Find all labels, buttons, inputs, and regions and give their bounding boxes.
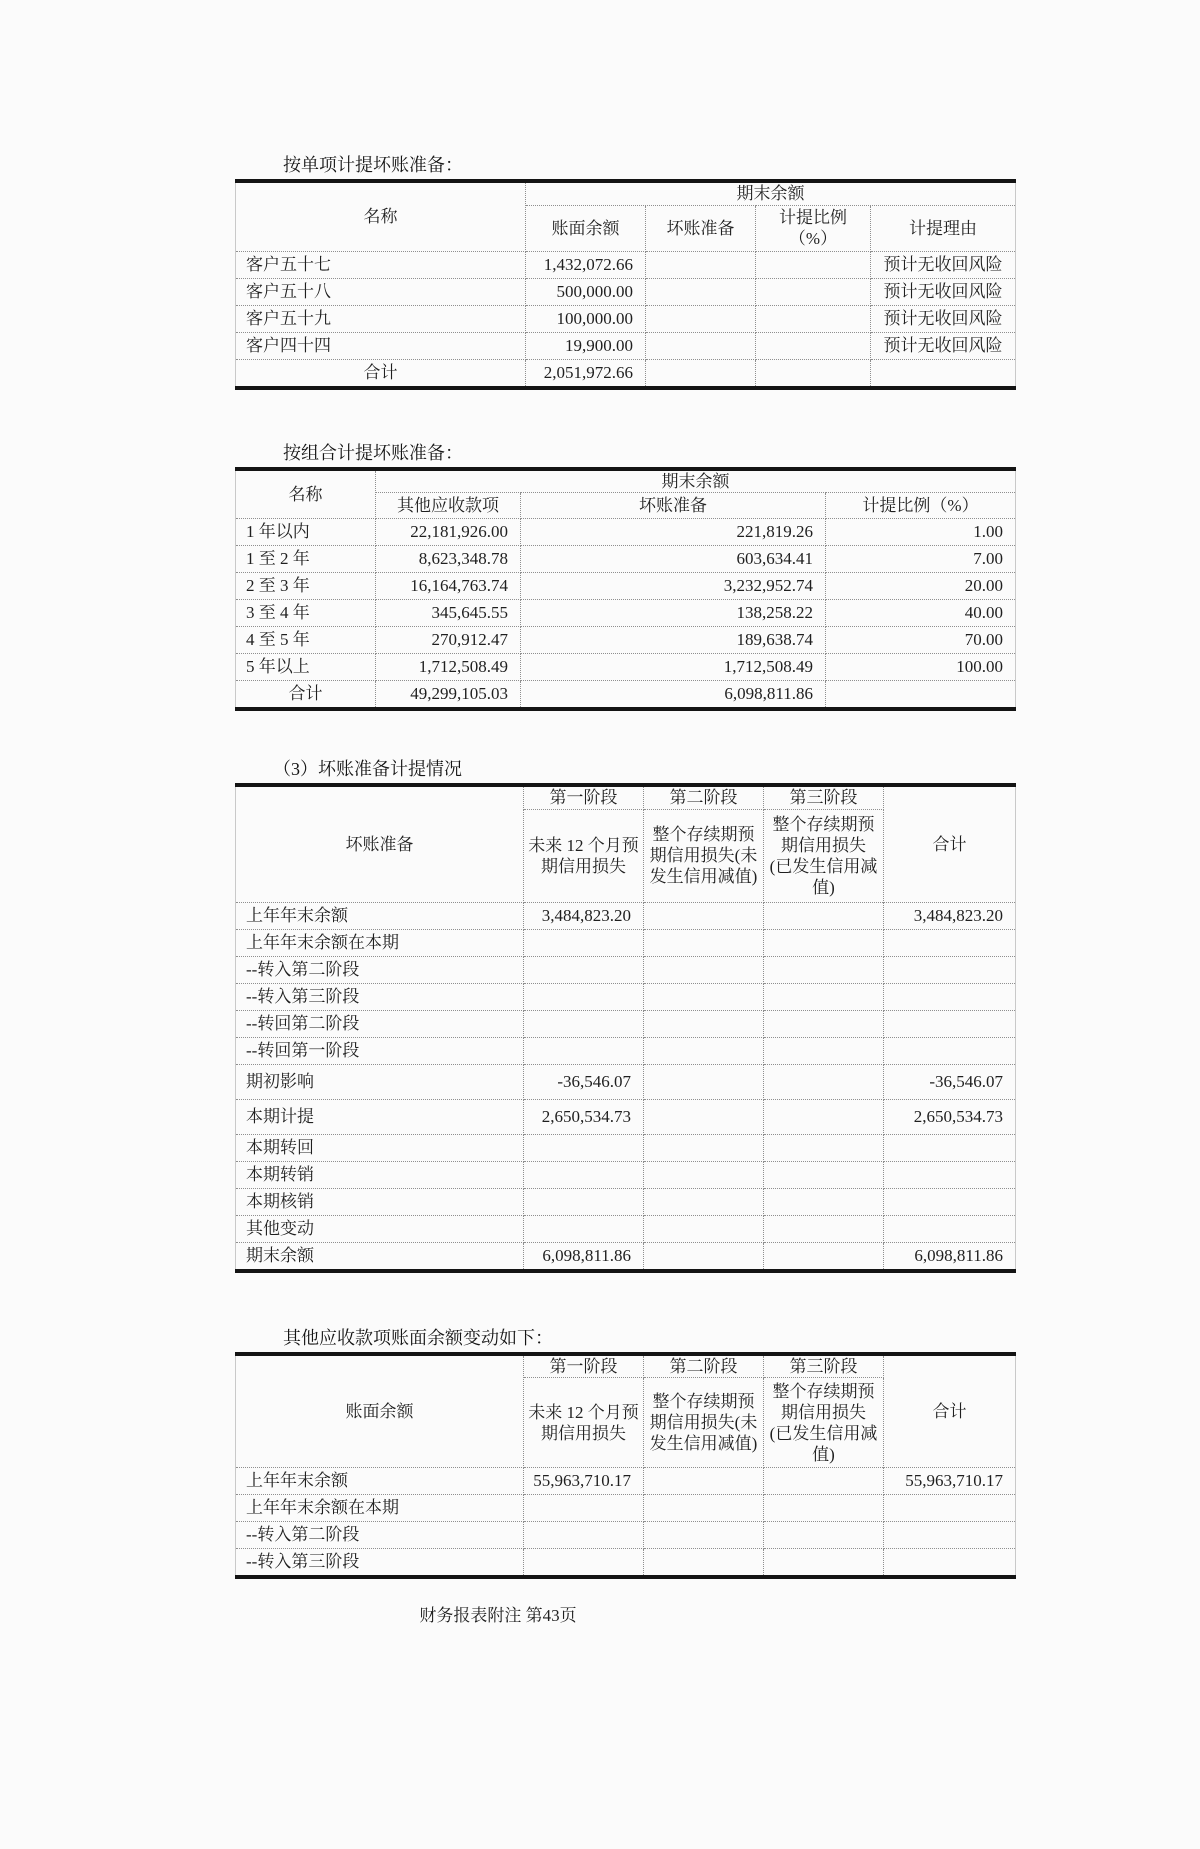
table-cell bbox=[524, 1161, 644, 1188]
col-header-stage1-desc: 未来 12 个月预期信用损失 bbox=[524, 809, 644, 902]
table-cell: 本期计提 bbox=[236, 1099, 524, 1134]
table-cell bbox=[524, 1188, 644, 1215]
table-cell: 上年年末余额在本期 bbox=[236, 929, 524, 956]
table-cell bbox=[764, 902, 884, 929]
table-cell: 期末余额 bbox=[236, 1242, 524, 1271]
table3-title: （3）坏账准备计提情况 bbox=[273, 759, 462, 779]
table-cell: 2,650,534.73 bbox=[884, 1099, 1016, 1134]
table-cell bbox=[756, 359, 871, 388]
col-header-provision-ratio: 计提比例（%） bbox=[826, 493, 1016, 519]
table-cell: 49,299,105.03 bbox=[376, 681, 521, 710]
col-header-stage3: 第三阶段 bbox=[764, 785, 884, 809]
table-cell: 上年年末余额 bbox=[236, 902, 524, 929]
table-cell bbox=[764, 956, 884, 983]
table-cell bbox=[884, 1522, 1016, 1549]
table-cell bbox=[524, 1010, 644, 1037]
table-cell bbox=[756, 332, 871, 359]
table-cell bbox=[764, 983, 884, 1010]
table-cell: 603,634.41 bbox=[521, 546, 826, 573]
table-cell: 客户五十七 bbox=[236, 251, 526, 278]
table-cell bbox=[644, 1010, 764, 1037]
col-header-stage2-desc: 整个存续期预期信用损失(未发生信用减值) bbox=[644, 809, 764, 902]
table-cell: --转入第三阶段 bbox=[236, 983, 524, 1010]
table-row bbox=[236, 681, 1016, 710]
table-row bbox=[236, 546, 1016, 573]
table-cell: -36,546.07 bbox=[524, 1064, 644, 1099]
table-cell: 2 至 3 年 bbox=[236, 573, 376, 600]
table-cell bbox=[646, 332, 756, 359]
col-header-stage1: 第一阶段 bbox=[524, 1354, 644, 1378]
table-row bbox=[236, 627, 1016, 654]
table-row bbox=[236, 1522, 1016, 1549]
table-cell bbox=[764, 1064, 884, 1099]
table-cell: 预计无收回风险 bbox=[871, 332, 1016, 359]
table-cell: --转回第二阶段 bbox=[236, 1010, 524, 1037]
table-row bbox=[236, 1242, 1016, 1271]
table-cell bbox=[884, 983, 1016, 1010]
col-header-stage2: 第二阶段 bbox=[644, 1354, 764, 1378]
table-cell: --转回第一阶段 bbox=[236, 1037, 524, 1064]
table-cell: 1,712,508.49 bbox=[376, 654, 521, 681]
table-cell: 221,819.26 bbox=[521, 519, 826, 546]
table-cell bbox=[524, 1215, 644, 1242]
table-row bbox=[236, 1468, 1016, 1495]
table-header bbox=[236, 785, 1016, 902]
table-cell bbox=[884, 1134, 1016, 1161]
table-body bbox=[236, 251, 1016, 388]
table-row bbox=[236, 1215, 1016, 1242]
table-cell bbox=[764, 1161, 884, 1188]
table-cell bbox=[764, 1468, 884, 1495]
table-cell: 70.00 bbox=[826, 627, 1016, 654]
table-row bbox=[236, 305, 1016, 332]
table-cell bbox=[524, 1522, 644, 1549]
table-cell bbox=[826, 681, 1016, 710]
table-row bbox=[236, 956, 1016, 983]
table-cell bbox=[524, 1495, 644, 1522]
table-cell bbox=[764, 1099, 884, 1134]
table-row bbox=[236, 902, 1016, 929]
table-cell bbox=[524, 956, 644, 983]
table-cell: 6,098,811.86 bbox=[521, 681, 826, 710]
col-header-stage3: 第三阶段 bbox=[764, 1354, 884, 1378]
table-cell bbox=[884, 1495, 1016, 1522]
table-cell: 本期转销 bbox=[236, 1161, 524, 1188]
table-cell bbox=[524, 1549, 644, 1578]
table-cell: 270,912.47 bbox=[376, 627, 521, 654]
table-cell: 6,098,811.86 bbox=[884, 1242, 1016, 1271]
col-header-total: 合计 bbox=[884, 1354, 1016, 1468]
table-cell: 1 至 2 年 bbox=[236, 546, 376, 573]
table-row bbox=[236, 1037, 1016, 1064]
table-cell: 合计 bbox=[236, 359, 526, 388]
table-cell: 8,623,348.78 bbox=[376, 546, 521, 573]
table-row bbox=[236, 573, 1016, 600]
table-cell bbox=[644, 1549, 764, 1578]
table-cell: 3,484,823.20 bbox=[524, 902, 644, 929]
table-cell bbox=[644, 956, 764, 983]
table-cell bbox=[884, 1161, 1016, 1188]
table-book-balance-stages bbox=[235, 1352, 1016, 1580]
table-cell: 189,638.74 bbox=[521, 627, 826, 654]
document-page bbox=[235, 152, 1015, 1579]
table-cell: 客户五十八 bbox=[236, 278, 526, 305]
table-cell bbox=[764, 1522, 884, 1549]
table-row bbox=[236, 359, 1016, 388]
table-cell: 345,645.55 bbox=[376, 600, 521, 627]
table-cell: 2,650,534.73 bbox=[524, 1099, 644, 1134]
table-cell: 上年年末余额在本期 bbox=[236, 1495, 524, 1522]
table-cell bbox=[644, 1134, 764, 1161]
table-cell: 500,000.00 bbox=[526, 278, 646, 305]
table-individual-provision bbox=[235, 179, 1016, 390]
table-row bbox=[236, 983, 1016, 1010]
table-cell: 客户五十九 bbox=[236, 305, 526, 332]
table-cell: 100,000.00 bbox=[526, 305, 646, 332]
table-cell: --转入第二阶段 bbox=[236, 1522, 524, 1549]
table-cell bbox=[644, 1188, 764, 1215]
table-cell: 期初影响 bbox=[236, 1064, 524, 1099]
table-row bbox=[236, 654, 1016, 681]
col-header-other-receivables: 其他应收款项 bbox=[376, 493, 521, 519]
col-header-bad-debt-provision: 坏账准备 bbox=[646, 205, 756, 251]
table-cell bbox=[644, 1495, 764, 1522]
table-cell bbox=[644, 902, 764, 929]
table-header bbox=[236, 1354, 1016, 1468]
col-header-stage2: 第二阶段 bbox=[644, 785, 764, 809]
table-cell bbox=[644, 929, 764, 956]
table-header bbox=[236, 181, 1016, 251]
col-header-stage1: 第一阶段 bbox=[524, 785, 644, 809]
table-cell: 预计无收回风险 bbox=[871, 278, 1016, 305]
table-cell bbox=[884, 929, 1016, 956]
table-body bbox=[236, 1468, 1016, 1578]
table-cell bbox=[644, 983, 764, 1010]
col-header-stage2-desc: 整个存续期预期信用损失(未发生信用减值) bbox=[644, 1378, 764, 1468]
table-cell bbox=[884, 1549, 1016, 1578]
table-cell bbox=[644, 1242, 764, 1271]
col-header-book-balance: 账面余额 bbox=[236, 1354, 524, 1468]
table-cell bbox=[764, 1134, 884, 1161]
col-header-provision-ratio: 计提比例（%） bbox=[756, 205, 871, 251]
table-row bbox=[236, 519, 1016, 546]
table-cell: 7.00 bbox=[826, 546, 1016, 573]
table-cell: --转入第二阶段 bbox=[236, 956, 524, 983]
table-portfolio-provision bbox=[235, 467, 1016, 712]
table-cell: 55,963,710.17 bbox=[884, 1468, 1016, 1495]
table-cell: 6,098,811.86 bbox=[524, 1242, 644, 1271]
table-provision-stages bbox=[235, 783, 1016, 1273]
table-cell bbox=[884, 1037, 1016, 1064]
col-header-ending-balance-group: 期末余额 bbox=[376, 469, 1016, 493]
table4-title: 其他应收款项账面余额变动如下： bbox=[283, 1327, 553, 1348]
col-header-book-balance: 账面余额 bbox=[526, 205, 646, 251]
table-cell bbox=[644, 1064, 764, 1099]
table-cell: 1,432,072.66 bbox=[526, 251, 646, 278]
table-cell bbox=[764, 1495, 884, 1522]
table-cell: 预计无收回风险 bbox=[871, 305, 1016, 332]
table-cell: 上年年末余额 bbox=[236, 1468, 524, 1495]
col-header-provision-reason: 计提理由 bbox=[871, 205, 1016, 251]
table-row bbox=[236, 929, 1016, 956]
table-cell: 40.00 bbox=[826, 600, 1016, 627]
table-row bbox=[236, 332, 1016, 359]
table1-title: 按单项计提坏账准备： bbox=[283, 155, 463, 175]
table-cell bbox=[646, 278, 756, 305]
table-cell bbox=[764, 1010, 884, 1037]
col-header-stage3-desc: 整个存续期预期信用损失 (已发生信用减值) bbox=[764, 809, 884, 902]
table-cell: 合计 bbox=[236, 681, 376, 710]
table-cell bbox=[871, 359, 1016, 388]
col-header-provision: 坏账准备 bbox=[236, 785, 524, 902]
col-header-name: 名称 bbox=[236, 181, 526, 251]
table-cell: 1.00 bbox=[826, 519, 1016, 546]
table-cell bbox=[524, 1037, 644, 1064]
table-cell: 100.00 bbox=[826, 654, 1016, 681]
table-cell: 3 至 4 年 bbox=[236, 600, 376, 627]
table-cell bbox=[764, 929, 884, 956]
table-cell bbox=[764, 1188, 884, 1215]
table-header bbox=[236, 469, 1016, 519]
table-cell bbox=[646, 359, 756, 388]
table-cell: 4 至 5 年 bbox=[236, 627, 376, 654]
page-footer: 财务报表附注 第43页 bbox=[419, 1606, 577, 1625]
col-header-name: 名称 bbox=[236, 469, 376, 519]
table-cell: 20.00 bbox=[826, 573, 1016, 600]
table-cell bbox=[646, 305, 756, 332]
table-cell: 其他变动 bbox=[236, 1215, 524, 1242]
table-cell bbox=[884, 1188, 1016, 1215]
table-row bbox=[236, 1010, 1016, 1037]
table2-title: 按组合计提坏账准备： bbox=[283, 442, 463, 463]
col-header-stage3-desc: 整个存续期预期信用损失 (已发生信用减值) bbox=[764, 1378, 884, 1468]
table-cell bbox=[644, 1161, 764, 1188]
table-cell: -36,546.07 bbox=[884, 1064, 1016, 1099]
table-body bbox=[236, 902, 1016, 1271]
table-row bbox=[236, 278, 1016, 305]
table-row bbox=[236, 1495, 1016, 1522]
table-row bbox=[236, 251, 1016, 278]
table-cell bbox=[756, 251, 871, 278]
table-cell: 预计无收回风险 bbox=[871, 251, 1016, 278]
table-cell bbox=[764, 1242, 884, 1271]
table-cell: 138,258.22 bbox=[521, 600, 826, 627]
table-cell bbox=[764, 1215, 884, 1242]
table-cell bbox=[524, 1134, 644, 1161]
col-header-total: 合计 bbox=[884, 785, 1016, 902]
table-row bbox=[236, 1064, 1016, 1099]
table-cell bbox=[764, 1037, 884, 1064]
table-cell bbox=[644, 1522, 764, 1549]
table-cell bbox=[756, 278, 871, 305]
table-row bbox=[236, 1099, 1016, 1134]
table-cell bbox=[756, 305, 871, 332]
table-cell bbox=[644, 1215, 764, 1242]
table-cell bbox=[524, 929, 644, 956]
table-cell: --转入第三阶段 bbox=[236, 1549, 524, 1578]
table-body bbox=[236, 519, 1016, 710]
table-cell: 16,164,763.74 bbox=[376, 573, 521, 600]
table-cell bbox=[524, 983, 644, 1010]
table-cell: 5 年以上 bbox=[236, 654, 376, 681]
table-row bbox=[236, 600, 1016, 627]
table-row bbox=[236, 1161, 1016, 1188]
table-cell: 3,484,823.20 bbox=[884, 902, 1016, 929]
table-cell: 22,181,926.00 bbox=[376, 519, 521, 546]
table-cell bbox=[644, 1037, 764, 1064]
col-header-ending-balance-group: 期末余额 bbox=[526, 181, 1016, 205]
table-row bbox=[236, 1134, 1016, 1161]
table-cell: 本期核销 bbox=[236, 1188, 524, 1215]
col-header-stage1-desc: 未来 12 个月预期信用损失 bbox=[524, 1378, 644, 1468]
table-row bbox=[236, 1549, 1016, 1578]
table-cell: 55,963,710.17 bbox=[524, 1468, 644, 1495]
table-cell: 2,051,972.66 bbox=[526, 359, 646, 388]
table-cell: 1,712,508.49 bbox=[521, 654, 826, 681]
table-cell bbox=[644, 1468, 764, 1495]
table-cell: 19,900.00 bbox=[526, 332, 646, 359]
table-cell bbox=[644, 1099, 764, 1134]
table-cell: 本期转回 bbox=[236, 1134, 524, 1161]
table-row bbox=[236, 1188, 1016, 1215]
table-cell bbox=[646, 251, 756, 278]
table-cell bbox=[764, 1549, 884, 1578]
table-cell bbox=[884, 1215, 1016, 1242]
table-cell bbox=[884, 956, 1016, 983]
table-cell: 3,232,952.74 bbox=[521, 573, 826, 600]
table-cell: 客户四十四 bbox=[236, 332, 526, 359]
table-cell bbox=[884, 1010, 1016, 1037]
col-header-bad-debt-provision: 坏账准备 bbox=[521, 493, 826, 519]
table-cell: 1 年以内 bbox=[236, 519, 376, 546]
